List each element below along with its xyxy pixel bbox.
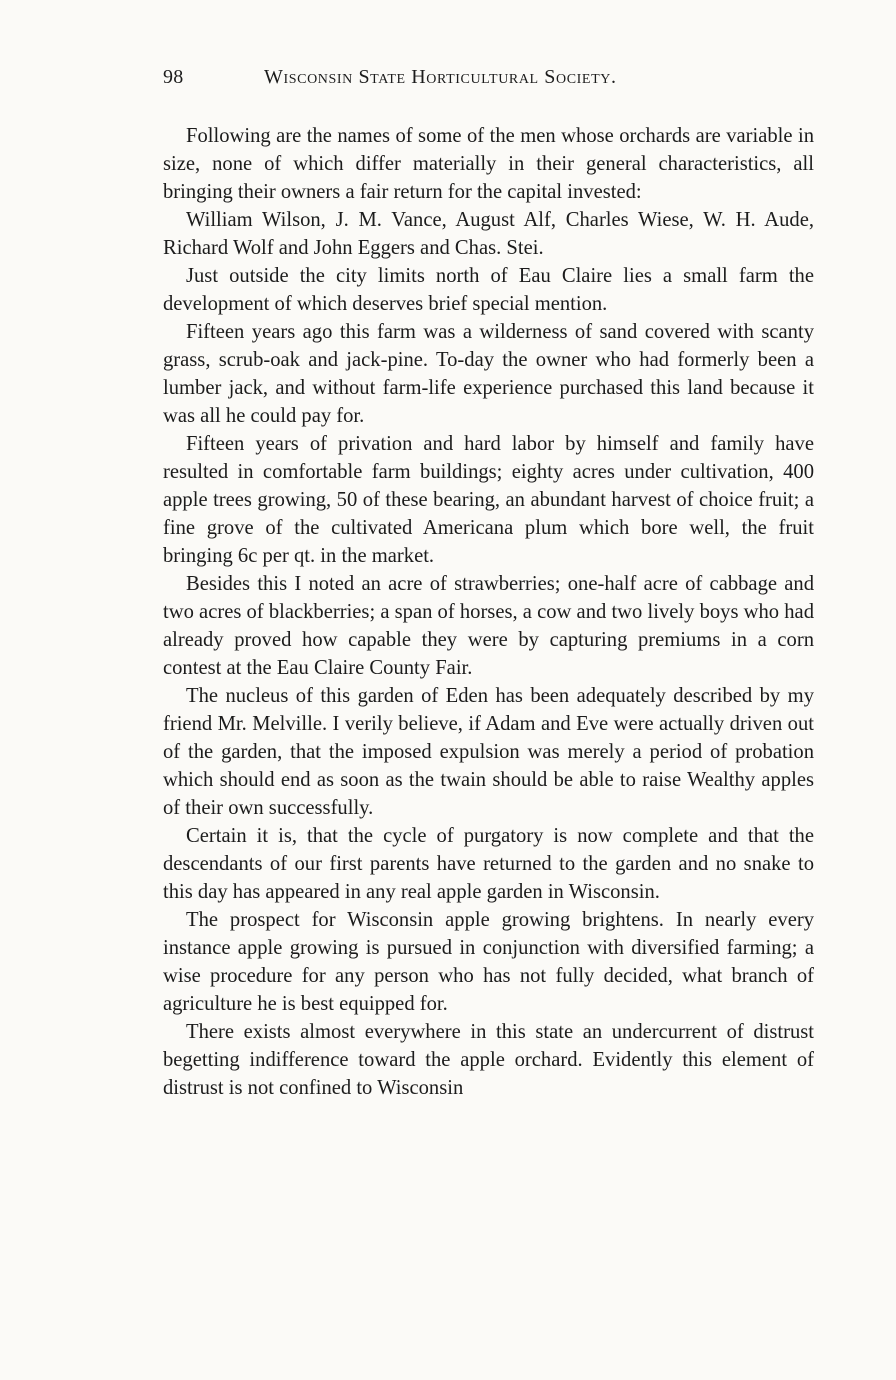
page-header	[163, 66, 814, 96]
paragraph-distrust: There exists almost everywhere in this state an undercurrent of distrust begetting indifference toward the apple orchard. Evidently this element of distrust is not confined to Wisconsin	[163, 1021, 814, 1099]
paragraph-privation: Fifteen years of privation and hard labor by himself and family have resulted in comfortable farm buildings; eighty acres under cultivation, 400 apple trees growing, 50 of these bearing, an abundant harvest of choice fruit; a fine grove of the cultivated Americana plum which bore well, the fruit bringing 6c per qt. in the market.	[163, 433, 814, 567]
paragraph-garden-of-eden: The nucleus of this garden of Eden has been adequately described by my friend Mr. Melville. I verily believe, if Adam and Eve were actually driven out of the garden, that the imposed expulsion was merely a period of probation which should end as soon as the twain should be able to raise Wealthy apples of their own successfully.	[163, 685, 814, 819]
paragraph-orchard-owners-intro: Following are the names of some of the men whose orchards are variable in size, none of which differ materially in their general characteristics, all bringing their owners a fair return for the capital invested:	[163, 125, 814, 203]
paragraph-wilderness: Fifteen years ago this farm was a wilderness of sand covered with scanty grass, scrub-oak and jack-pine. To-day the owner who had formerly been a lumber jack, and without farm-life experience purchased this land because it was all he could pay for.	[163, 321, 814, 427]
book-page	[163, 66, 814, 1102]
running-head: Wisconsin State Horticultural Society.	[264, 66, 617, 88]
paragraph-small-farm: Just outside the city limits north of Eau Claire lies a small farm the development of which deserves brief special mention.	[163, 265, 814, 315]
paragraph-strawberries: Besides this I noted an acre of strawberries; one-half acre of cabbage and two acres of blackberries; a span of horses, a cow and two lively boys who had already proved how capable they were by capturing premiums in a corn contest at the Eau Claire County Fair.	[163, 573, 814, 679]
paragraph-purgatory: Certain it is, that the cycle of purgatory is now complete and that the descendants of our first parents have returned to the garden and no snake to this day has appeared in any real apple garden in Wisconsin.	[163, 825, 814, 903]
paragraph-orchard-owners-names: William Wilson, J. M. Vance, August Alf, Charles Wiese, W. H. Aude, Richard Wolf and John Eggers and Chas. Stei.	[163, 209, 814, 259]
paragraph-prospect: The prospect for Wisconsin apple growing brightens. In nearly every instance apple growing is pursued in conjunction with diversified farming; a wise procedure for any person who has not fully decided, what branch of agriculture he is best equipped for.	[163, 909, 814, 1015]
body-text	[163, 122, 814, 1102]
page-number: 98	[163, 66, 184, 88]
